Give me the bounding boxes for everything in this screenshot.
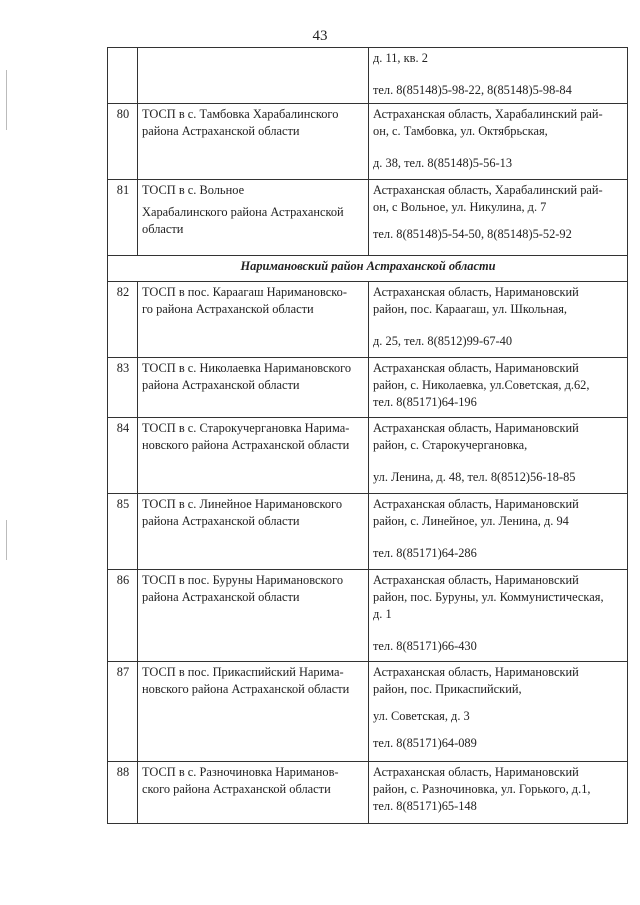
org-name-cell: ТОСП в с. Николаевка Наримановского района Астраханской области — [138, 358, 369, 418]
row-number-cell: 84 — [108, 418, 138, 494]
org-name-cell: ТОСП в с. Тамбовка Харабалинского района Астраханской области — [138, 104, 369, 180]
table-row — [108, 358, 628, 418]
address-line: д. 11, кв. 2 — [373, 51, 428, 65]
organizations-table — [107, 47, 628, 824]
row-number-cell: 81 — [108, 180, 138, 256]
table-row — [108, 494, 628, 570]
section-title: Наримановский район Астраханской области — [108, 256, 628, 282]
address-cell — [369, 48, 628, 104]
address-cell: Астраханская область, Наримановский район, с. Линейное, ул. Ленина, д. 94 тел. 8(85171)64-286 — [369, 494, 628, 570]
row-number-cell: 86 — [108, 570, 138, 662]
org-name-cell: ТОСП в с. Старокучергановка Нарима- новского района Астраханской области — [138, 418, 369, 494]
address-cell: Астраханская область, Харабалинский рай- он, с. Тамбовка, ул. Октябрьская, д. 38, тел. 8(85148)5-56-13 — [369, 104, 628, 180]
org-name-cell: ТОСП в пос. Прикаспийский Нарима- новского района Астраханской области — [138, 662, 369, 762]
table-row — [108, 104, 628, 180]
table-row — [108, 662, 628, 762]
address-cell: Астраханская область, Наримановский район, с. Николаевка, ул.Советская, д.62, тел. 8(85171)64-196 — [369, 358, 628, 418]
section-header-row — [108, 256, 628, 282]
address-cell: Астраханская область, Наримановский район, пос. Буруны, ул. Коммунистическая, д. 1 тел. 8(85171)66-430 — [369, 570, 628, 662]
table-row — [108, 418, 628, 494]
table-row — [108, 762, 628, 824]
row-number-cell: 82 — [108, 282, 138, 358]
row-number-cell: 85 — [108, 494, 138, 570]
address-cell: Астраханская область, Наримановский район, с. Старокучергановка, ул. Ленина, д. 48, тел. 8(8512)56-18-85 — [369, 418, 628, 494]
scan-margin-mark — [6, 70, 7, 130]
scan-margin-mark — [6, 520, 7, 560]
org-name-cell: ТОСП в с. Разночиновка Нариманов- ского района Астраханской области — [138, 762, 369, 824]
org-name-cell — [138, 48, 369, 104]
row-number-cell — [108, 48, 138, 104]
row-number-cell: 80 — [108, 104, 138, 180]
address-cell: Астраханская область, Харабалинский рай- он, с Вольное, ул. Никулина, д. 7 тел. 8(85148)5-54-50, 8(85148)5-52-92 — [369, 180, 628, 256]
row-number-cell: 83 — [108, 358, 138, 418]
row-number-cell: 88 — [108, 762, 138, 824]
table-row — [108, 180, 628, 256]
org-name-cell: ТОСП в с. Вольное Харабалинского района Астраханской области — [138, 180, 369, 256]
table-row-continuation — [108, 48, 628, 104]
address-cell: Астраханская область, Наримановский район, пос. Прикаспийский, ул. Советская, д. 3 тел. 8(85171)64-089 — [369, 662, 628, 762]
org-name-cell: ТОСП в пос. Караагаш Наримановско- го района Астраханской области — [138, 282, 369, 358]
address-cell: Астраханская область, Наримановский район, пос. Караагаш, ул. Школьная, д. 25, тел. 8(8512)99-67-40 — [369, 282, 628, 358]
org-name-cell: ТОСП в пос. Буруны Наримановского района Астраханской области — [138, 570, 369, 662]
table-row — [108, 282, 628, 358]
row-number-cell: 87 — [108, 662, 138, 762]
org-name-cell: ТОСП в с. Линейное Наримановского района Астраханской области — [138, 494, 369, 570]
page-number: 43 — [312, 28, 328, 44]
table-row — [108, 570, 628, 662]
phone-line: тел. 8(85148)5-98-22, 8(85148)5-98-84 — [373, 83, 572, 97]
address-cell: Астраханская область, Наримановский район, с. Разночиновка, ул. Горького, д.1, тел. 8(85171)65-148 — [369, 762, 628, 824]
